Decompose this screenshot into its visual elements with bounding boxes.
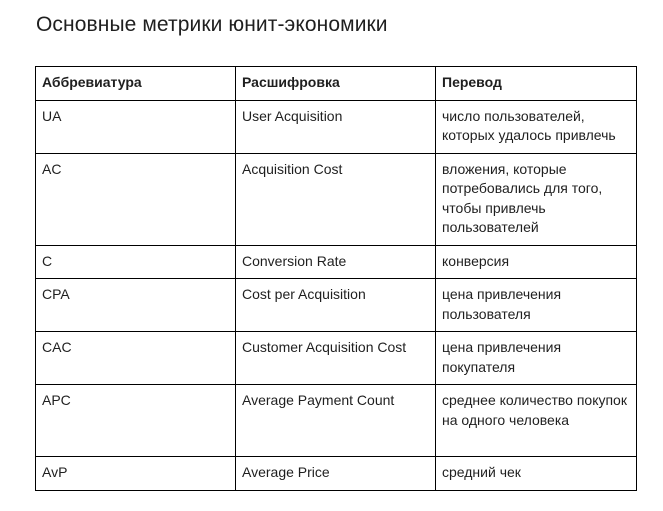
cell-translation: средний чек [436, 457, 637, 491]
header-expansion: Расшифровка [236, 67, 436, 101]
cell-expansion: Conversion Rate [236, 245, 436, 279]
header-translation: Перевод [436, 67, 637, 101]
cell-expansion: Acquisition Cost [236, 153, 436, 245]
cell-abbreviation: AvP [36, 457, 236, 491]
table-row [36, 332, 637, 385]
table-row [36, 457, 637, 491]
cell-expansion: User Acquisition [236, 100, 436, 153]
cell-abbreviation: CAC [36, 332, 236, 385]
cell-expansion: Average Payment Count [236, 385, 436, 457]
cell-translation: вложения, которые потребовались для того, чтобы привлечь пользователей [436, 153, 637, 245]
cell-expansion: Average Price [236, 457, 436, 491]
cell-translation: цена привлечения покупателя [436, 332, 637, 385]
cell-abbreviation: C [36, 245, 236, 279]
cell-translation: цена привлечения пользователя [436, 279, 637, 332]
cell-translation: число пользователей, которых удалось привлечь [436, 100, 637, 153]
metrics-table [35, 66, 637, 491]
table-row [36, 100, 637, 153]
cell-translation: среднее количество покупок на одного человека [436, 385, 637, 457]
cell-translation: конверсия [436, 245, 637, 279]
cell-abbreviation: UA [36, 100, 236, 153]
page-title: Основные метрики юнит-экономики [36, 13, 388, 36]
table-row [36, 385, 637, 457]
header-abbreviation: Аббревиатура [36, 67, 236, 101]
table-row [36, 279, 637, 332]
cell-abbreviation: CPA [36, 279, 236, 332]
cell-abbreviation: APC [36, 385, 236, 457]
cell-expansion: Cost per Acquisition [236, 279, 436, 332]
table-header-row [36, 67, 637, 101]
table-row [36, 153, 637, 245]
cell-expansion: Customer Acquisition Cost [236, 332, 436, 385]
cell-abbreviation: AC [36, 153, 236, 245]
table-row [36, 245, 637, 279]
